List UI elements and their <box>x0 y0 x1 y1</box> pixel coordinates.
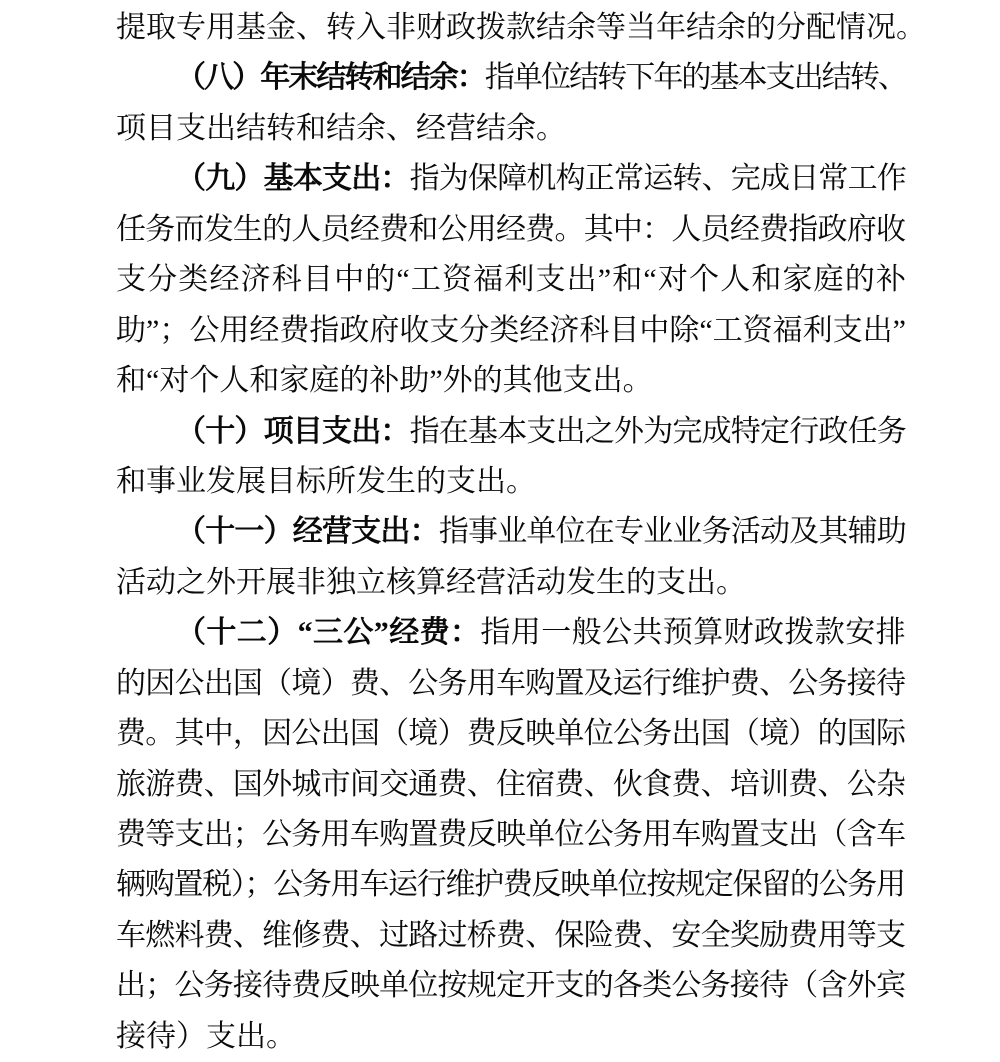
body-text: 支分类经济科目中的“工资福利支出”和“对个人和家庭的补 <box>116 263 908 297</box>
body-text: 的因公出国（境）费、公务用车购置及运行维护费、公务接待 <box>116 666 906 700</box>
text-line <box>116 3 926 53</box>
text-line <box>116 356 906 406</box>
body-text: 旅游费、国外城市间交通费、住宿费、伙食费、培训费、公杂 <box>116 767 906 801</box>
text-line <box>116 104 906 154</box>
term-heading: （八）年末结转和结余： <box>176 61 485 95</box>
text-line <box>116 205 906 255</box>
paragraph-indent <box>116 641 176 642</box>
text-line <box>116 659 906 709</box>
body-text: 费等支出；公务用车购置费反映单位公务用车购置支出（含车 <box>116 818 906 851</box>
body-text: 费。其中，因公出国（境）费反映单位公务出国（境）的国际 <box>116 717 906 751</box>
body-text: 指用一般公共预算财政拨款安排 <box>480 616 907 650</box>
body-text: 提取专用基金、转入非财政拨款结余等当年结余的分配情况。 <box>116 11 926 44</box>
body-text: 和事业发展目标所发生的支出。 <box>116 464 536 498</box>
paragraph-indent <box>116 86 176 87</box>
document-page <box>116 3 926 1062</box>
paragraph-indent <box>116 187 176 188</box>
text-line <box>116 53 906 103</box>
term-heading: （十二）“三公”经费： <box>176 616 481 650</box>
text-line <box>116 608 906 658</box>
para-item-10-project-expenditure <box>116 407 906 508</box>
para-item-12-three-public-funds <box>116 608 906 1062</box>
term-heading: （十一）经营支出： <box>176 515 439 549</box>
text-line <box>116 760 906 810</box>
body-text: 指在基本支出之外为完成特定行政任务 <box>409 414 907 448</box>
text-line <box>116 154 906 204</box>
body-text: 项目支出结转和结余、经营结余。 <box>116 111 566 145</box>
para-item-11-operating-expenditure <box>116 507 906 608</box>
body-text: 出；公务接待费反映单位按规定开支的各类公务接待（含外宾 <box>116 969 906 1003</box>
document-body <box>116 3 926 1062</box>
term-heading: （十）项目支出： <box>176 414 410 448</box>
body-text: 车燃料费、维修费、过路过桥费、保险费、安全奖励费用等支 <box>116 918 906 952</box>
term-heading: （九）基本支出： <box>176 162 410 196</box>
para-item-8-year-end-carryover <box>116 53 906 154</box>
text-line <box>116 709 906 759</box>
paragraph-indent <box>116 440 176 441</box>
text-line <box>116 457 906 507</box>
body-text: 指单位结转下年的基本支出结转、 <box>484 61 907 95</box>
body-text: 接待）支出。 <box>116 1019 296 1053</box>
text-line <box>116 255 906 305</box>
text-line <box>116 810 906 860</box>
text-line <box>116 507 906 557</box>
para-item-9-basic-expenditure <box>116 154 906 406</box>
text-line <box>116 558 906 608</box>
body-text: 助”；公用经费指政府收支分类经济科目中除“工资福利支出” <box>116 313 906 347</box>
text-line <box>116 860 906 910</box>
body-text: 指事业单位在专业业务活动及其辅助 <box>438 515 907 549</box>
body-text: 活动之外开展非独立核算经营活动发生的支出。 <box>116 565 746 599</box>
text-line <box>116 961 906 1011</box>
text-line <box>116 1012 906 1062</box>
body-text: 指为保障机构正常运转、完成日常工作 <box>409 162 907 196</box>
body-text: 任务而发生的人员经费和公用经费。其中：人员经费指政府收 <box>116 212 906 246</box>
paragraph-indent <box>116 540 176 541</box>
text-line <box>116 911 906 961</box>
body-text: 辆购置税）；公务用车运行维护费反映单位按规定保留的公务用 <box>116 868 905 902</box>
para-continuation-tail <box>116 3 926 53</box>
body-text: 和“对个人和家庭的补助”外的其他支出。 <box>116 364 653 398</box>
text-line <box>116 306 906 356</box>
text-line <box>116 407 906 457</box>
